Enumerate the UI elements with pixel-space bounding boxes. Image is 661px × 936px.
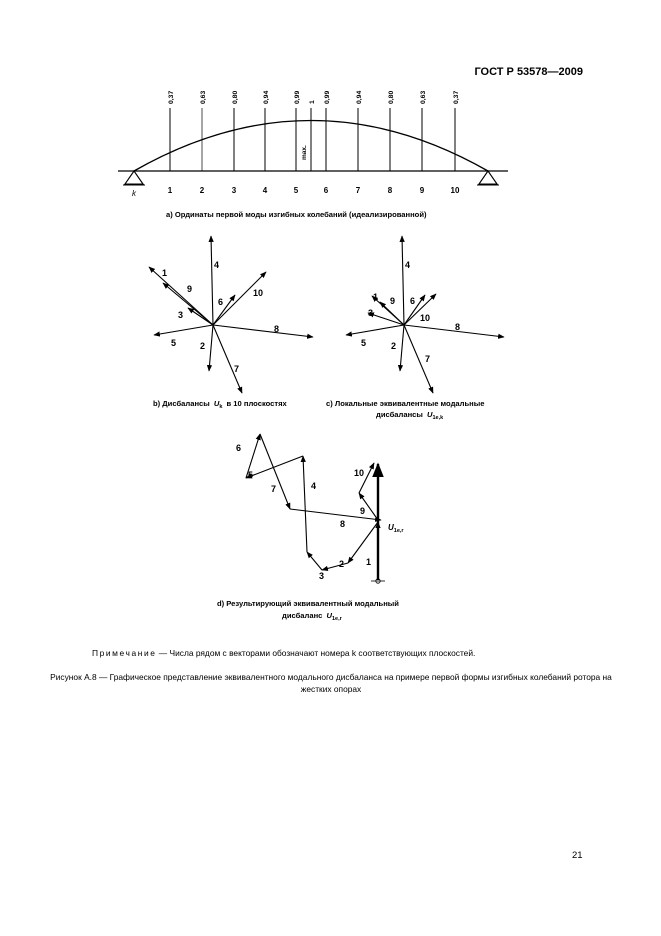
vector-label: 1 — [162, 268, 168, 278]
ordinate-label: 0,63 — [420, 90, 427, 104]
vector-label: 7 — [271, 484, 277, 494]
vector-label: 9 — [187, 284, 193, 294]
plane-number: 8 — [387, 186, 393, 195]
panel-d-caption-line2: дисбаланс $U_{1e,r}$ — [282, 611, 342, 622]
vector-label: 1 — [366, 557, 372, 567]
vector-label: 7 — [234, 364, 240, 374]
vector-label: 3 — [319, 571, 325, 581]
vector-label: 10 — [420, 313, 431, 323]
vector-label: 6 — [236, 443, 242, 453]
vector-label: 2 — [391, 341, 397, 351]
vector-label: 4 — [311, 481, 317, 491]
ordinate-labels — [168, 91, 460, 104]
vector-4 — [211, 236, 213, 325]
plane-number: 9 — [419, 186, 425, 195]
vector-label: 9 — [360, 506, 366, 516]
vector-3 — [322, 563, 348, 570]
vector-label: 5 — [248, 470, 254, 480]
ordinate-label: 0,80 — [232, 90, 239, 104]
vector-label: 8 — [340, 519, 346, 529]
plane-number: 6 — [323, 186, 329, 195]
vector-label: 6 — [218, 297, 224, 307]
plane-number: 4 — [262, 186, 268, 195]
panel-b-caption: b) Дисбалансы $U_k$ в 10 плоскостях — [153, 399, 287, 410]
vector-label: 3 — [178, 310, 184, 320]
plane-number: 3 — [231, 186, 237, 195]
vector-label: 2 — [339, 559, 345, 569]
vector-label: 6 — [410, 296, 416, 306]
vector-7 — [213, 325, 242, 393]
right-support-icon — [477, 171, 499, 185]
plane-number: 5 — [293, 186, 299, 195]
note-text: — Числа рядом с векторами обозначают номера k соответствующих плоскостей. — [156, 648, 476, 658]
vector-label: 10 — [253, 288, 264, 298]
vector-label: 5 — [171, 338, 177, 348]
vector-label: 8 — [274, 324, 280, 334]
vector-8 — [290, 509, 381, 520]
left-support-icon — [123, 171, 145, 185]
ordinate-label: 0,99 — [324, 90, 331, 104]
figure-note — [92, 648, 475, 658]
vector-4 — [307, 552, 322, 570]
vector-label: 4 — [214, 260, 220, 270]
figure-caption: Рисунок А.8 — Графическое представление эквивалентного модального дисбаланса на примере первой формы изгибных колебаний ротора на жестких опорах — [50, 672, 612, 694]
vector-7 — [260, 434, 290, 509]
vector-label: 1 — [373, 292, 379, 302]
ordinate-label: 0,94 — [263, 90, 270, 104]
plane-number: 2 — [199, 186, 205, 195]
vector-5 — [346, 325, 404, 335]
vector-4 — [402, 236, 404, 325]
ordinate-label: 0,80 — [388, 90, 395, 104]
note-label: Примечание — [92, 648, 157, 658]
panel-c-caption-line1: c) Локальные эквивалентные модальные — [326, 399, 485, 408]
panel-a-caption: a) Ординаты первой моды изгибных колебаний (идеализированной) — [166, 210, 427, 219]
vector-2 — [400, 325, 404, 371]
support-label: k — [132, 189, 136, 198]
vector-label: 9 — [390, 296, 396, 306]
page-number: 21 — [572, 850, 583, 861]
vector-label: 4 — [405, 260, 411, 270]
vector-6 — [213, 295, 235, 325]
vector-3 — [188, 308, 213, 325]
panel-a-mode-shape — [118, 91, 508, 198]
plane-numbers — [168, 186, 460, 195]
vector-label: 7 — [425, 354, 431, 364]
ordinate-label: 0,37 — [453, 90, 460, 104]
vector-2 — [348, 522, 378, 563]
vector-4b — [303, 456, 307, 552]
vector-8 — [404, 325, 504, 337]
plane-number: 10 — [450, 186, 460, 195]
panel-c-caption-line2: дисбалансы $U_{1e,k}$ — [376, 410, 444, 421]
vector-label: 2 — [200, 341, 206, 351]
vector-8 — [213, 325, 313, 337]
vector-label: 8 — [455, 322, 461, 332]
plane-number: 1 — [167, 186, 173, 195]
plane-number: 7 — [355, 186, 361, 195]
ordinate-label: 1 — [309, 100, 316, 104]
panel-b-unbalance-vectors — [149, 236, 313, 393]
panel-c-local-modal-vectors — [346, 236, 504, 393]
vector-2 — [209, 325, 213, 371]
ordinate-label: 0,37 — [168, 90, 175, 104]
document-standard-header: ГОСТ Р 53578—2009 — [474, 66, 583, 78]
vector-3 — [368, 313, 404, 325]
panel-d-vector-polygon — [236, 434, 404, 583]
max-label: max. — [301, 145, 308, 160]
resultant-label: $U_{1e,r}$ — [388, 523, 404, 534]
vector-5 — [154, 325, 213, 335]
ordinate-label: 0,99 — [294, 90, 301, 104]
ordinate-lines — [170, 108, 455, 171]
vector-label: 10 — [354, 468, 365, 478]
ordinate-label: 0,94 — [356, 90, 363, 104]
panel-d-caption-line1: d) Результирующий эквивалентный модальный — [217, 599, 399, 608]
vector-5 — [246, 456, 303, 478]
vector-label: 3 — [368, 308, 374, 318]
vector-label: 5 — [361, 338, 367, 348]
ordinate-label: 0,63 — [200, 90, 207, 104]
